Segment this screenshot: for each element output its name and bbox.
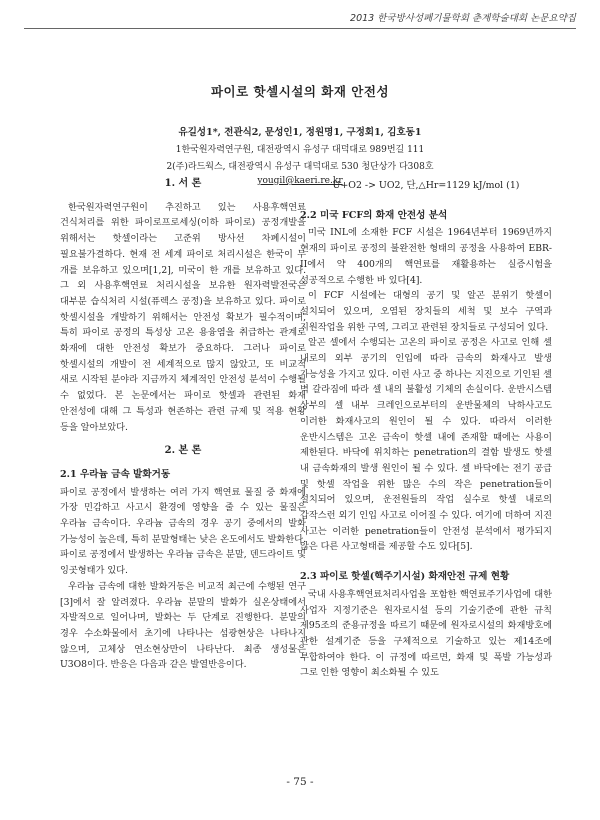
spacer	[60, 435, 306, 443]
subsection-2-3-paragraph-1: 국내 사용후핵연료처리사업을 포함한 핵연료주기사업에 대한 사업자 지정기준은 원자로시설 등의 기술기준에 관한 규칙 제95조의 준용규정을 따르기 때문에 원자로시설의 화재방호에 관한 설계기준 등을 구체적으로 기술하고 있는 제14조에 부합하여야 한다. 이 규정에 따르면, 화재 및 폭발 가능성과 그로 인한 영향이 최소화될 수 있도	[300, 588, 552, 679]
paper-title: 파이로 핫셀시설의 화재 안전성	[210, 84, 390, 99]
affiliation-1: 1한국원자력연구원, 대전광역시 유성구 대덕대로 989번길 111	[175, 145, 425, 155]
section-heading-body: 2. 본 론	[164, 445, 202, 457]
author-list: 유길성1*, 전관식2, 문성인1, 정원명1, 구정회1, 김호동1	[178, 127, 422, 138]
right-column	[300, 176, 552, 681]
left-column	[60, 176, 306, 673]
subsection-2-2-paragraph-2: 이 FCF 시설에는 대형의 공기 및 알곤 분위기 핫셀이 설치되어 있으며, 오염된 장치들의 세척 및 보수 구역과 지원작업을 위한 구역, 그리고 관련된 장치들로 구성되어 있다.	[300, 290, 552, 333]
subsection-heading-2-3: 2.3 파이로 핫셀(핵주기시설) 화재안전 규제 현황	[300, 571, 510, 583]
equation-1: U+O2 -> UO2, 단,△Hr=1129 kJ/mol (1)	[332, 180, 520, 191]
author-email-link[interactable]: yougil@kaeri.re.kr	[257, 176, 343, 186]
subsection-2-1-paragraph-2: 우라늄 금속에 대한 발화거동은 비교적 최근에 수행된 연구[3]에서 잘 알려졌다. 우라늄 분말의 발화가 실온상태에서 자발적으로 일어나며, 발화는 두 단계로 진행한다. 분말의 경우 수소화물에서 초기에 나타나는 섬광현상은 나타나지 않으며, 고체상 연소현상만이 나타난다. 최종 생성물은 U3O8이다. 반응은 다음과 같은 발열반응이다.	[60, 580, 306, 671]
title-block	[0, 82, 600, 186]
subsection-2-1-paragraph-1: 파이로 공정에서 발생하는 여러 가지 핵연료 물질 중 화재에 가장 민감하고 사고시 환경에 영향을 줄 수 있는 물질은 우라늄 금속이다. 우라늄 금속의 경우 공기 중에서의 발화 가능성이 높은데, 특히 분말형태는 낮은 온도에서도 발화한다. 파이로 공정에서 발생하는 우라늄 금속은 분말, 덴드라이트 및 잉곳형태가 있다.	[60, 486, 306, 577]
subsection-2-2-paragraph-1: 미국 INL에 소재한 FCF 시설은 1964년부터 1969년까지 현재의 파이로 공정의 불완전한 형태의 공정을 사용하여 EBR-II에서 약 400개의 핵연료를 재활용하는 실증시험을 성공적으로 수행한 바 있다[4].	[300, 227, 552, 286]
section-heading-intro: 1. 서 론	[164, 178, 202, 189]
subsection-heading-2-1: 2.1 우라늄 금속 발화거동	[60, 468, 171, 480]
subsection-heading-2-2: 2.2 미국 FCF의 화재 안전성 분석	[300, 209, 448, 221]
page-number: - 75 -	[286, 776, 314, 788]
spacer	[300, 555, 552, 563]
affiliation-2: 2(주)라드웍스, 대전광역시 유성구 대덕대로 530 청단상가 다308호	[166, 162, 434, 172]
intro-paragraph: 한국원자력연구원이 추진하고 있는 사용후핵연료 건식처리를 위한 파이로프로세싱(이하 파이로) 공정개발을 위해서는 핫셀이라는 고준위 방사선 차폐시설이 필요불가결하다. 현재 전 세계 파이로 처리시설은 한국이 두 개를 보유하고 있으며[1,2], 미국이 한 개를 보유하고 있다. 그 외 사용후핵연료 처리시설을 보유한 원자력발전국은 대부분 습식처리 시설(퓨렉스 공정)을 보유하고 있다. 파이로 핫셀시설을 개발하기 위해서는 안전성 확보가 필수적이며, 특히 파이로 공정의 특성상 고온 용융염을 취급하는 관계로 화재에 대한 안전성 확보가 중요하다. 그러나 파이로 핫셀시설의 개발이 전 세계적으로 많지 않았고, 또 비교적 새로 시작된 분야라 지금까지 체계적인 안전성 분석이 수행될 수 없었다. 본 논문에서는 파이로 핫셀과 관련된 화재 안전성에 대해 그 특성과 현존하는 관련 규제 및 적용 현황 등을 알아보았다.	[60, 201, 306, 433]
running-header: 2013 한국방사성폐기물학회 춘계학술대회 논문요약집	[350, 13, 576, 24]
subsection-2-2-paragraph-3: 알곤 셀에서 수행되는 고온의 파이로 공정은 사고로 인해 셀 내로의 외부 공기의 인입에 따라 금속의 화재사고 발생 가능성을 가지고 있다. 이런 사고 중 하나는 지진으로 기인된 셀 벽 갈라짐에 따라 셀 내의 불활성 기체의 손실이다. 운반시스템 상부의 셀 내부 크레인으로부터의 운반물체의 낙하사고도 이러한 화재사고의 원인이 될 수 있다. 따라서 이러한 운반시스템은 고온 금속이 핫셀 내에 존재할 때에는 사용이 제한된다. 바닥에 위치하는 penetration의 결함 발생도 핫셀 내 금속화재의 발생 원인이 될 수 있다. 셀 바닥에는 전기 공급 및 핫셀 작업을 위한 많은 수의 작은 penetration들이 설치되어 있으며, 운전원들의 작업 실수로 핫셀 내로의 갑작스런 외기 인입 사고로 이어질 수 있다. 여기에 더하여 지진 사고는 이러한 penetration들이 안전성 분석에서 평가되지 않은 다른 사고형태를 제공할 수도 있다[5].	[300, 337, 552, 553]
header-rule	[24, 28, 576, 29]
